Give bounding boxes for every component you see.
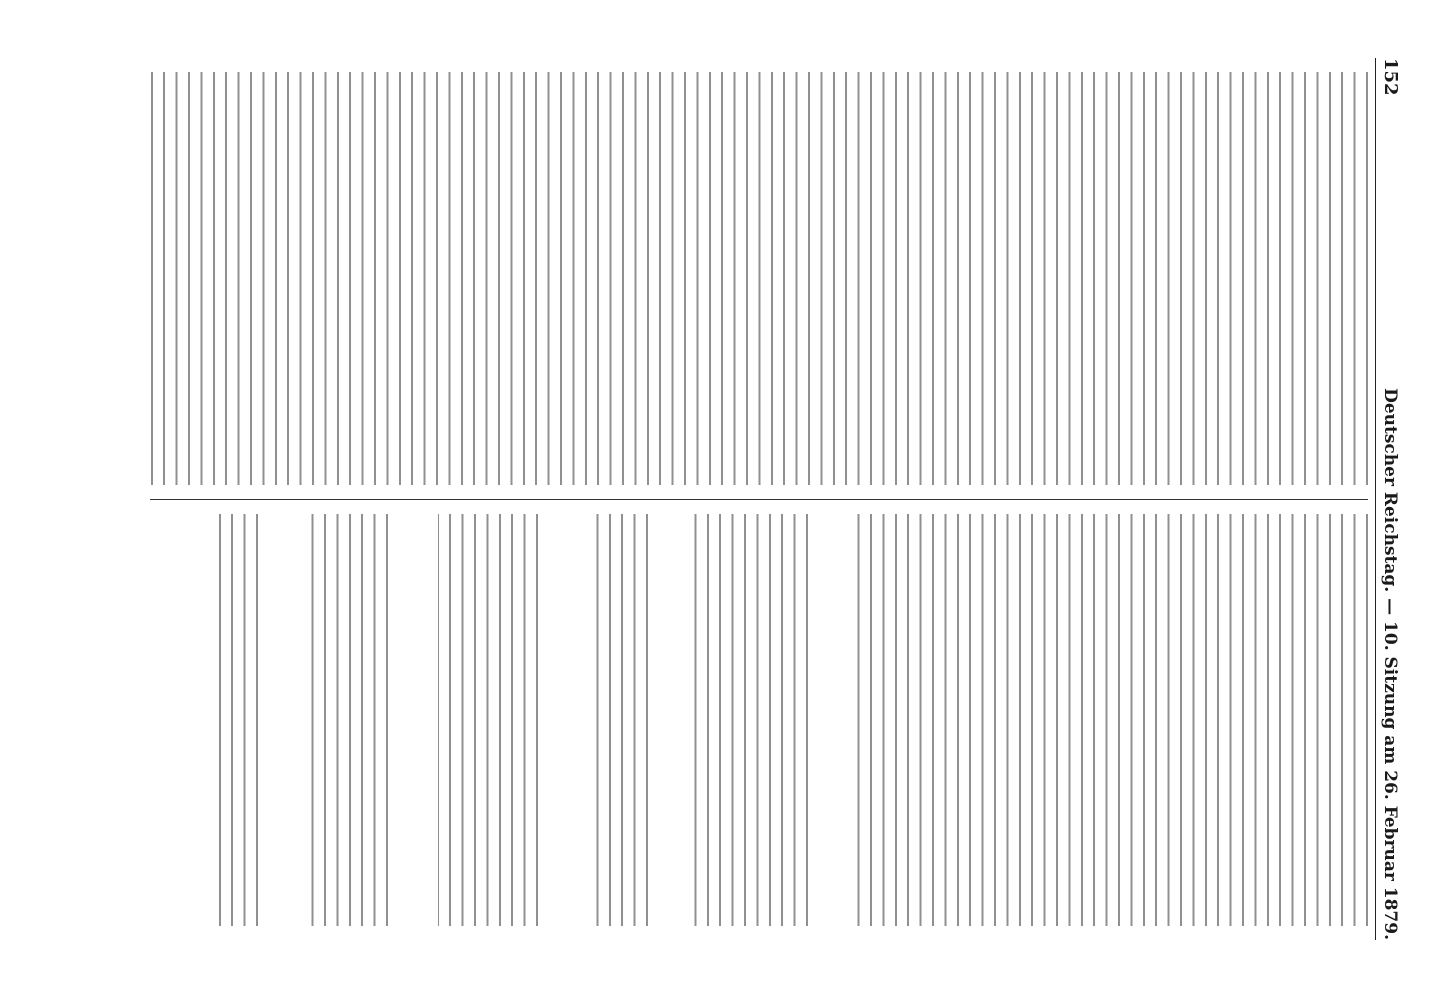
column-left bbox=[150, 58, 1368, 500]
text-columns bbox=[150, 58, 1368, 940]
column-right-text-2 bbox=[688, 514, 808, 927]
column-left-text bbox=[150, 72, 1368, 485]
column-right bbox=[150, 500, 1368, 941]
running-head-title: Deutscher Reichstag. — 10. Sitzung am 26. Februar 1879. bbox=[1380, 388, 1400, 940]
column-right-text-3 bbox=[588, 514, 648, 927]
column-right-text-6 bbox=[218, 514, 258, 927]
running-head bbox=[1380, 58, 1408, 940]
page-number: 152 bbox=[1380, 58, 1401, 96]
column-right-text-4 bbox=[438, 514, 538, 927]
column-right-text-5 bbox=[308, 514, 388, 927]
header-rule bbox=[1375, 58, 1376, 940]
column-right-text-1 bbox=[848, 514, 1368, 927]
